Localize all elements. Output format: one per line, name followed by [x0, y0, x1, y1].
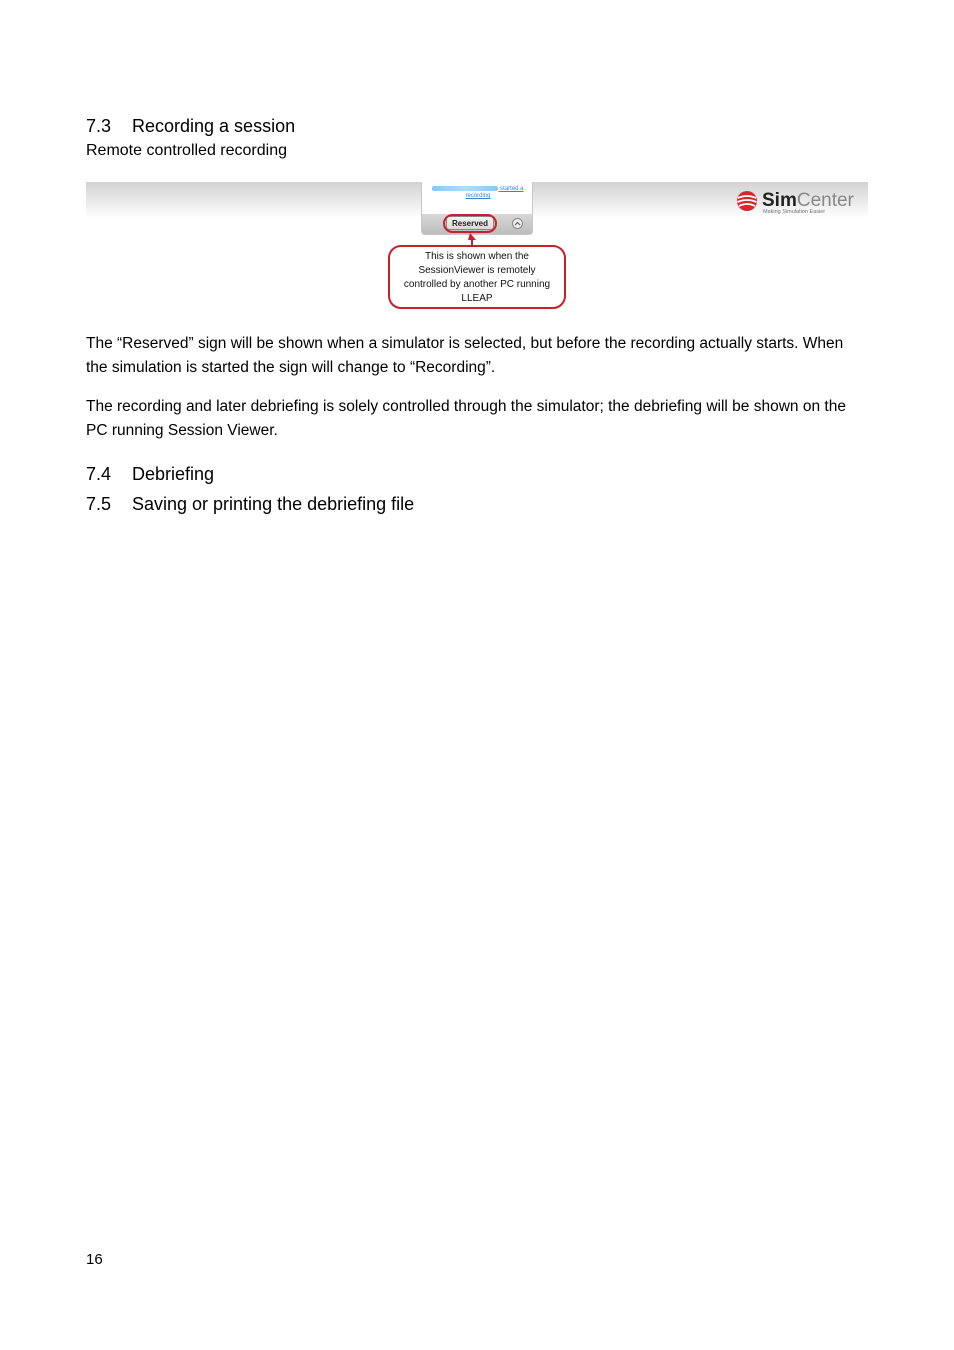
- section-heading-7-4: [86, 463, 214, 485]
- section-heading-7-3: [86, 115, 295, 137]
- section-number: 7.4: [86, 464, 112, 484]
- section-heading-7-5: [86, 493, 414, 515]
- section-number: 7.5: [86, 494, 112, 514]
- highlight-ring: [443, 214, 497, 233]
- logo-wordmark: SimCenter: [762, 190, 854, 211]
- section-title: Recording a session: [132, 116, 296, 136]
- arrow-pointer-icon: [466, 232, 480, 246]
- reserved-button[interactable]: Reserved: [446, 216, 494, 230]
- blurred-user-name: [432, 186, 498, 191]
- logo-tagline: Making Simulation Easier: [763, 209, 826, 215]
- section-number: 7.3: [86, 116, 112, 136]
- page-number: 16: [86, 1251, 103, 1268]
- simcenter-logo: [736, 190, 862, 220]
- section-title: Debriefing: [132, 464, 215, 484]
- subheading: Remote controlled recording: [86, 142, 287, 159]
- section-title: Saving or printing the debriefing file: [132, 494, 415, 514]
- callout-box: This is shown when the SessionViewer is remotely controlled by another PC running LLEAP: [388, 245, 566, 309]
- paragraph-reserved-sign: The “Reserved” sign will be shown when a simulator is selected, but before the recording actually starts. When the simulation is started the sign will change to “Recording”.: [86, 335, 844, 376]
- chevron-up-icon[interactable]: [512, 218, 523, 229]
- paragraph-debriefing-control: The recording and later debriefing is solely controlled through the simulator; the debriefing will be shown on the PC running Session Viewer.: [86, 398, 846, 439]
- popup-recording-link[interactable]: started a recording: [428, 186, 528, 200]
- simcenter-globe-icon: [736, 190, 758, 212]
